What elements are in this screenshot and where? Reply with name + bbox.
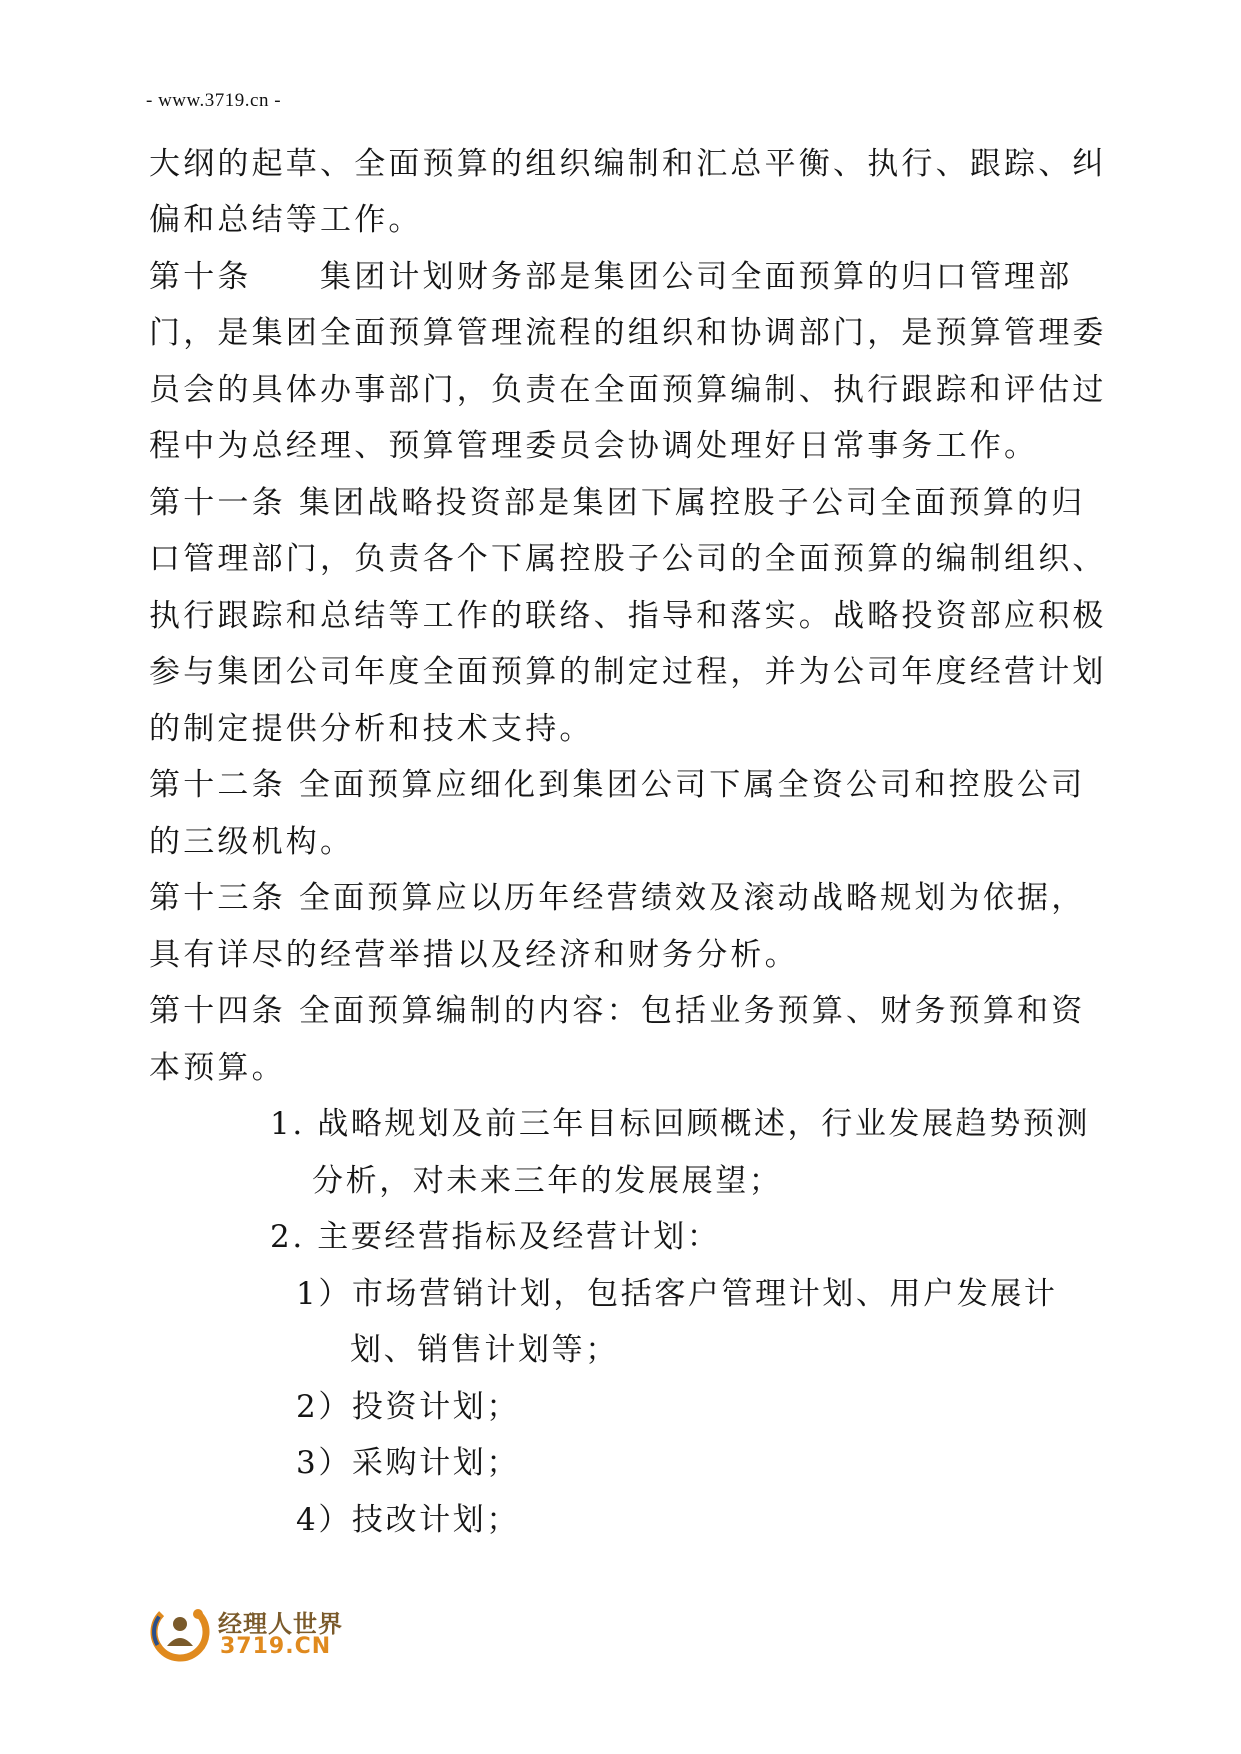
- sub-list-item: 1）市场营销计划，包括客户管理计划、用户发展计: [296, 1276, 1058, 1312]
- person-circle-logo-icon: [148, 1600, 212, 1664]
- sub-list-item: 4）技改计划；: [296, 1502, 520, 1538]
- header-url: - www.3719.cn -: [146, 90, 282, 111]
- logo-text-cn: 经理人世界: [218, 1610, 343, 1638]
- body-line: 具有详尽的经营举措以及经济和财务分析。: [149, 937, 799, 973]
- body-line: 偏和总结等工作。: [149, 202, 423, 238]
- list-item-continuation: 分析，对未来三年的发展展望；: [312, 1163, 783, 1199]
- body-line: 员会的具体办事部门，负责在全面预算编制、执行跟踪和评估过: [149, 372, 1107, 408]
- body-line: 第十三条 全面预算应以历年经营绩效及滚动战略规划为依据，: [149, 880, 1086, 916]
- sub-list-item-continuation: 划、销售计划等；: [350, 1332, 619, 1368]
- body-line: 门，是集团全面预算管理流程的组织和协调部门，是预算管理委: [149, 315, 1107, 351]
- body-line: 的制定提供分析和技术支持。: [149, 711, 594, 747]
- body-line: 参与集团公司年度全面预算的制定过程，并为公司年度经营计划: [149, 654, 1107, 690]
- logo-text-en: 3719.CN: [220, 1634, 332, 1659]
- body-line: 的三级机构。: [149, 824, 355, 860]
- body-line: 程中为总经理、预算管理委员会协调处理好日常事务工作。: [149, 428, 1039, 464]
- list-item: 2. 主要经营指标及经营计划：: [270, 1219, 721, 1255]
- footer-logo: [148, 1598, 368, 1666]
- body-line: 大纲的起草、全面预算的组织编制和汇总平衡、执行、跟踪、纠: [149, 146, 1107, 182]
- sub-list-item: 3）采购计划；: [296, 1445, 520, 1481]
- body-line: 第十二条 全面预算应细化到集团公司下属全资公司和控股公司: [149, 767, 1086, 803]
- body-line: 执行跟踪和总结等工作的联络、指导和落实。战略投资部应积极: [149, 598, 1107, 634]
- body-line: 第十四条 全面预算编制的内容：包括业务预算、财务预算和资: [149, 993, 1086, 1029]
- sub-list-item: 2）投资计划；: [296, 1389, 520, 1425]
- body-line: 口管理部门，负责各个下属控股子公司的全面预算的编制组织、: [149, 541, 1107, 577]
- body-line: 第十一条 集团战略投资部是集团下属控股子公司全面预算的归: [149, 485, 1086, 521]
- body-line: 第十条 集团计划财务部是集团公司全面预算的归口管理部: [149, 259, 1073, 295]
- body-line: 本预算。: [149, 1050, 286, 1086]
- list-item: 1. 战略规划及前三年目标回顾概述，行业发展趋势预测: [270, 1106, 1091, 1142]
